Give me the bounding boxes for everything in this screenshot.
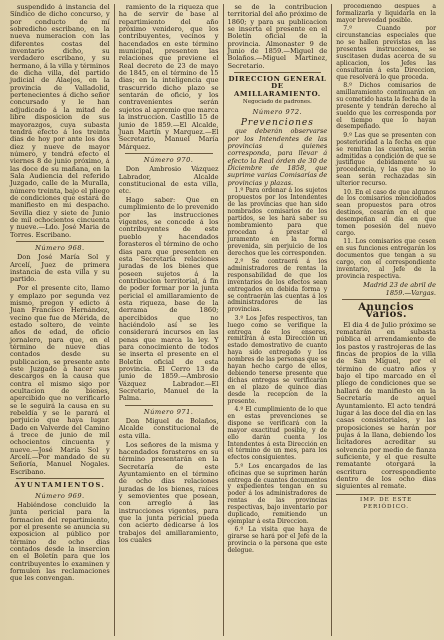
prevenciones-title: Prevenciones [240, 117, 314, 128]
notice-body: Habiéndose concluido la junta pericial para la formacion del repartimiento, por el presente se anuncia su exposicion al público por término de ocho dias contados desde la insercion en el Boletín para que los contribuyentes lo examinen y formulen las reclamaciones que les convengan. [10, 500, 110, 583]
notice-body: ramiento de la riqueza que ha de servir de base al repartimiento del año próximo venidero, que los contribuyentes, vecinos y hacendados en este término municipal, presenten las relaciones que previene el Real decreto de 23 de mayo de 1845, en el término de 15 dias; en la inteligencia que trascurrido dicho plazo se sentarán de oficio, y los contravenientes serán sujetos al apremio que marca la instruccion. Castillo 15 de junio de 1859.—El Alcalde, Juan Martín y Marquez.—El Secretario, Manuel María Márquez. [118, 4, 219, 151]
article-4: 4.º El cumplimiento de lo que en estas prevenciones se dispone se verificará con la mayor exactitud posible, y de ello darán cuenta los Intendentes á esta Dirección en el término de un mes, para los efectos consiguientes. [227, 406, 328, 462]
article-8: 8.º Dichos comisarios de amillaramiento continuarán en su cometido hasta la fecha de la presente y tendrán derecho al sueldo que les corresponda por el tiempo que lo hayan desempeñado. [336, 81, 436, 131]
article-6: 6.º La visita que haya de girarse se hará por el Jefe de la provincia o la persona que este delegue. [227, 526, 328, 555]
article-11: 11. Los comisarios que cesen en sus funciones entregarán los documentos que tengan a su cargo, con el correspondiente inventario, al Jefe de la provincia respectiva. [336, 238, 436, 280]
notice-body: se de la contribucion territorial del año próximo de 1860; y para su publicacion se inserta el presente en el Boletín oficial de la provincia. Almonaster 9 de Junio de 1859.—Miguel de Bolaños.—Miguel Martinez, Secretario. [227, 4, 328, 70]
notice-body: Los señores de la misma y hacendados forasteros en su término presentarán en la Secretaría de este Ayuntamiento en el término de ocho dias relaciones juradas de los bienes, raíces y semovientes que posean, con arreglo á las instrucciones vigentes, para que la junta pericial pueda con acierto dedicarse á los trabajos del amillaramiento, los cuales [118, 440, 219, 545]
article-10: 10. En el caso de que algunos de los comisarios mencionados sean propuestos para otros destinos, cesarán en el que desempeñan el día en que tomen posesión del nuevo cargo. [336, 188, 436, 237]
divider [125, 153, 213, 154]
divider [16, 478, 104, 479]
printer-imprint: IMP. DE ESTE PERIÓDICO. [336, 494, 436, 512]
notice-body: Hago saber: Que en cumplimiento de lo prevenido por las instrucciones vigentes, se concede á los contribuyentes de este pueblo y hacendados forasteros el término de ocho dias para que presenten en esta Secretaría relaciones juradas de los bienes que poseen sujetos á la contribucion territorial, á fin de poder formar por la junta pericial el amillaramiento de esta riqueza, base de la derrama de 1860; apercibidos que no haciéndolo así se les considerará incursos en las penas que marca la ley. Y para conocimiento de todos se inserta el presente en el Boletín oficial de esta provincia. El Cerro 13 de junio de 1859.—Ambrosio Vázquez Labrador.—El Secretario, Manuel de la Palma. [118, 196, 219, 403]
article-5: 5.º Los encargados de las oficinas que se suprimen harán entrega de cuantos documentos y expedientes tengan en su poder á los administradores de rentas de las provincias respectivas, bajo inventario por duplicado, remitiendo un ejemplar á esta Direccion. [227, 462, 328, 525]
column-2 [114, 4, 223, 636]
section-subheading: Negociado de padrones. [242, 99, 312, 106]
notice-title: Don José María Sol y Arcelí, Juez de primera instancia de esta villa y su partido. [10, 253, 110, 284]
notice-number: Número 969. [35, 491, 85, 500]
column-1 [6, 4, 114, 636]
section-heading-direccion: DIRECCION GENERAL DE AMILLARAMIENTO. [228, 75, 327, 98]
notice-body: Por el presente cito, llamo y emplazo por segunda vez mismo, pregon y edicto á Juan Francisco Hernández, vecino que fue de Mérida, de estado soltero, de veinte años de edad, de oficio jornalero, para que, en el término de nueve dias contados desde su publicacion, se presente ante este Juzgado á hacer sus descargos en la causa que contra el mismo sigo por ocultacion de bienes, apercibido que no verificarlo se le seguirá la causa en su rebeldía y se le parará el perjuicio que haya lugar. Dado en Valverde del Camino á trece de junio de mil ochocientos cincuenta y nueve.—José María Sol y Arcelí.—Por mandado de su Señoría, Manuel Nogales. Escribano. [10, 284, 110, 476]
notice-title: Don Ambrosio Vázquez Labrador, Alcalde constitucional de esta villa, etc. [118, 165, 219, 196]
article-9: 9.º Las que se presenten con posterioridad a la fecha en que se remitan las cuentas, serán admitidas a condición de que se justifique debidamente su procedencia, y las que no lo sean serán rechazadas sin ulterior recurso. [336, 131, 436, 188]
notice-title: Don Miguel de Bolaños, Alcalde constitucional de esta villa. [118, 417, 219, 440]
article-6-cont: procediendo después á formalizarla y liquidarla en la mayor brevedad posible. [336, 4, 436, 24]
notice-number: Número 968. [35, 244, 85, 252]
article-2: 2.º Se contraerá á los administradores de rentas la responsabilidad de que los inventarios de los efectos sean entregados en debida forma y se contraerán las cuentas á los administradores de las provincias. [227, 257, 328, 314]
divider [16, 241, 104, 242]
page-columns [6, 4, 440, 636]
column-4 [331, 4, 440, 636]
edict-paragraph: suspendido á instancia del Síndico de dicho concurso, y por conducto de mí sobredicho escribano, en la nueva numeracion con las diferentes costas del inventario dicho, su verdadero escribano, y su hermano, á la villa y términos de dicha villa, del partido judicial de Alaejos, en la provincia de Valladolid, pertenecientes á dicho señor concursado y le han adjudicado á la mitad de libre disposicion de sus mayorazgos, cuya subasta tendrá efecto á los treinta dias de hoy por ante los dos diez y nueve de mayor número, y tendrá efecto el viernes 8 de junio próximo, á las doce de su mañana, en la Sala Audiencia del referido Juzgado, calle de la Muralla, número treinta, bajo el pliego de condiciones que estará de manifiesto en mi despacho. Sevilla diez y siete de Junio de mil ochocientos cincuenta y nueve.—Ldo. José Maria de Torres. Escribano. [10, 4, 110, 239]
notice-number: Número 971. [143, 407, 194, 416]
column-3 [223, 4, 332, 636]
divider [234, 72, 322, 73]
anuncio-body: El dia 4 de Julio próximo se rematarán en subasta pública el arrendamiento de los pastos y rastrojeras de las fincas de propios de la villa de San Miguel, por el término de cuatro años y bajo el tipo marcado en el pliego de condiciones que se hallará de manifiesto en la Secretaría de aquel Ayuntamiento. El acto tendrá lugar á las doce del dia en las casas consistoriales, y las proposiciones se harán por pujas á la llana, debiendo los licitadores acreditar su solvencia por medio de fianza suficiente, y el que resulte rematante otorgará la escritura correspondiente dentro de los ocho dias siguientes al remate. [336, 320, 436, 491]
section-heading-ayuntamientos: AYUNTAMIENTOS. [14, 481, 106, 490]
section-heading-anuncios: Anuncios Varios. [358, 302, 414, 321]
notice-number: Número 970. [143, 155, 194, 164]
divider [342, 299, 430, 300]
notice-number: Número 972. [252, 108, 303, 117]
prevenciones-intro: que deberán observarse por los Intendentes de las provincias á quienes corresponda, para llevar á efecto la Real órden de 30 de Diciembre de 1858, que suprime varias Comisarías de provincias y plazas. [227, 127, 328, 187]
divider [125, 405, 213, 406]
article-7: 7.º Cuando por circunstancias especiales que no se hallen previstas en las presentes instrucciones, se suscitasen dudas acerca de su aplicacion, los Jefes las consultarán á esta Direccion, que resolverá lo que proceda. [336, 25, 436, 81]
signature-line: Madrid 23 de abril de 1859.—Vargas. [363, 281, 436, 297]
article-1: 1.º Para ordenar á los sujetos propuestos por los Intendentes de las provincias que han sido nombrados comisarios de los partidos, se les hará saber su nombramiento para que procedan á prestar el juramento en la forma prevenida, sin perjuicio de los derechos que les corresponden. [227, 187, 328, 257]
article-3: 3.º Los Jefes respectivos, tan luego como se verifique la entrega de los enseres, remitirán á esta Dirección un estado demostrativo de cuanto haya sido entregado y los nombres de las personas que se hayan hecho cargo de ellos, debiendo tenerse presente que dichas entregas se verificarán en el plazo de quince dias desde la recepcion de la presente. [227, 314, 328, 405]
